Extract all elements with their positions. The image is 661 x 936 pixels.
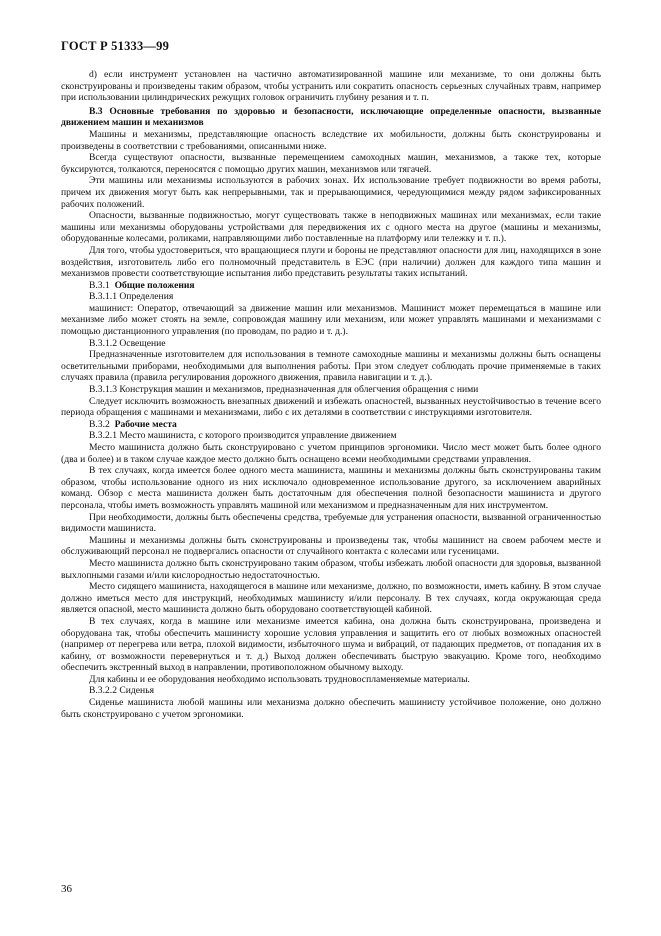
paragraph: Машины и механизмы, представляющие опасность вследствие их мобильности, должны быть сконструированы и произведены в соответствии с требованиями, описанными ниже.	[61, 128, 601, 152]
subsection-number: В.3.1	[89, 279, 110, 291]
paragraph: Эти машины или механизмы используются в рабочих зонах. Их использование требует подвижности во время работы, причем их движения могут быть как непрерывными, так и прерывающимися, чередующимися между рядом зафиксированных рабочих положений.	[61, 175, 601, 210]
paragraph: машинист: Оператор, отвечающий за движение машин или механизмов. Машинист может перемещаться в машине или механизме либо может стоять на земле, сопровождая машину или механизм, или может управлять машинами и механизмами с помощью дистанционного управления (по проводам, по радио и т. д.).	[61, 302, 601, 338]
clause-heading: В.3.1.2 Освещение	[89, 337, 166, 349]
paragraph: Сиденье машиниста любой машины или механизма должно обеспечить машинисту устойчивое положение, оно должно быть сконструировано с учетом эргономики.	[61, 697, 601, 720]
paragraph: В тех случаях, когда имеется более одного места машиниста, машины и механизмы должны быть сконструированы таким образом, чтобы использование одного из них исключало одновременное использование другого, за исключением аварийных команд. Обзор с места машиниста должен быть достаточным для обеспечения полной безопасности машиниста и другого персонала, чтобы иметь возможность управлять машиной или механизмом и предназначенным для них инструментом.	[61, 465, 601, 511]
paragraph: Для кабины и ее оборудования необходимо использовать трудновоспламеняемые материалы.	[89, 673, 470, 685]
subsection-title: Рабочие места	[114, 418, 177, 430]
subsection-heading	[61, 280, 601, 292]
paragraph: Опасности, вызванные подвижностью, могут существовать также в неподвижных машинах или механизмах, если такие машины или механизмы оборудованы устройствами для передвижения их с одного места на другое (машины и механизмы, оборудованные колесами, роликами, направляющими либо поставленные на платформу или тележку и т. п.).	[61, 210, 601, 245]
document-code-header: ГОСТ Р 51333—99	[61, 39, 170, 53]
clause-heading: В.3.1.1 Определения	[89, 291, 174, 303]
clause-heading: В.3.2.1 Место машиниста, с которого производится управление движением	[89, 430, 397, 442]
subsection-number: В.3.2	[89, 418, 110, 430]
paragraph: Место машиниста должно быть сконструировано таким образом, чтобы избежать любой опасности для здоровья, вызванной выхлопными газами и/или кислородностью недостаточностью.	[61, 557, 601, 581]
page-number: 36	[61, 883, 72, 895]
subsection-title: Общие положения	[114, 279, 195, 291]
document-body	[61, 69, 601, 720]
paragraph: Машины и механизмы должны быть сконструированы и произведены так, чтобы машинист на своем рабочем месте и обслуживающий персонал не подвергались опасности от случайного контакта с колесами или гусеницами.	[61, 534, 601, 558]
paragraph: При необходимости, должны быть обеспечены средства, требуемые для устранения опасности, вызванной ограниченностью видимости машиниста.	[61, 511, 601, 535]
clause-heading: В.3.1.3 Конструкция машин и механизмов, предназначенная для облегчения обращения с ними	[89, 384, 479, 396]
paragraph: Всегда существуют опасности, вызванные перемещением самоходных машин, механизмов, а также тех, которые буксируются, толкаются, переносятся с помощью других машин, механизмов или тягачей.	[61, 152, 601, 175]
paragraph: Место машиниста должно быть сконструировано с учетом принципов эргономики. Число мест может быть более одного (два и более) и в таком случае каждое место должно быть оснащено всеми необходимыми средствами управления.	[61, 442, 601, 465]
paragraph: Для того, чтобы удостовериться, что вращающиеся плуги и бороны не представляют опасности для лиц, находящихся в зоне воздействия, изготовитель либо его полномочный представитель в ЕЭС (при наличии) должен для каждого типа машин и механизмов провести соответствующие испытания либо представить результаты таких испытаний.	[61, 244, 601, 280]
paragraph: Следует исключить возможность внезапных движений и избежать опасностей, вызванных неустойчивостью в течение всего периода обращения с машинами и механизмами, либо с их деталями в соответствии с инструкциями изготовителя.	[61, 395, 601, 419]
clause-heading: В.3.2.2 Сиденья	[89, 685, 154, 697]
paragraph: Предназначенные изготовителем для использования в темноте самоходные машины и механизмы должны быть оснащены осветительными приборами, необходимыми для выполнения работы. При этом следует соблюдать прочие применяемые в таких случаях правила (правила регулирования дорожного движения, правила навигации и т. д.).	[61, 349, 601, 384]
subsection-heading	[61, 419, 601, 431]
paragraph: Место сидящего машиниста, находящегося в машине или механизме, должно, по возможности, иметь кабину. В этом случае должно иметься место для инструкций, необходимых машинисту и/или персоналу. В тех случаях, когда окружающая среда является опасной, место машиниста должно быть оборудовано соответствующей кабиной.	[61, 581, 601, 616]
section-heading: В.3 Основные требования по здоровью и безопасности, исключающие определенные опасности, вызванные движением машин и механизмов	[61, 105, 601, 129]
paragraph: d) если инструмент установлен на частично автоматизированной машине или механизме, то они должны быть сконструированы и произведены таким образом, чтобы устранить или сократить опасность серьезных случайных травм, например при использовании цилиндрических режущих головок ограничить глубину резания и т. п.	[61, 69, 601, 104]
paragraph: В тех случаях, когда в машине или механизме имеется кабина, она должна быть сконструирована, произведена и оборудована так, чтобы обеспечить машинисту хорошие условия управления и защитить его от любых возможных опасностей (например от перегрева или ветра, плохой видимости, избыточного шума и вибраций, от падающих предметов, от попадания их в кабину, от возможности перевернуться и т. д.) Выход должен обеспечивать быструю эвакуацию. Кроме того, необходимо обеспечить экстренный выход в направлении, противоположном обычному выходу.	[61, 615, 601, 674]
